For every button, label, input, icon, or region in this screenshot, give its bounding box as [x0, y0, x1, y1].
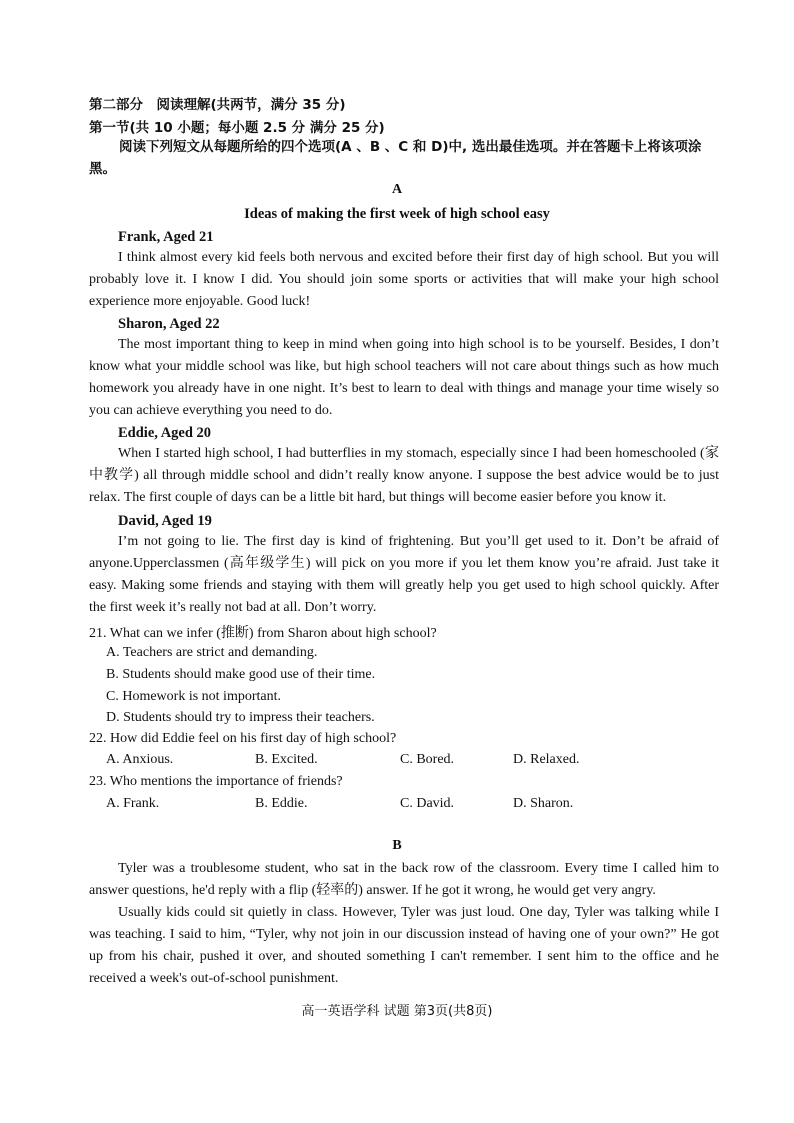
speaker-text-sharon: The most important thing to keep in mind when going into high school is to be yourself. Besides, I don’t know what your middle school was like, but high school teachers will not care about things such as how much homework you already have in one night. It’s best to learn to deal with things and manage your time wisely so you can achieve everything you need to do.	[89, 337, 719, 418]
question-21-option-d: D. Students should try to impress their teachers.	[106, 710, 375, 725]
question-23-option-d: D. Sharon.	[513, 796, 574, 811]
speaker-name-sharon: Sharon, Aged 22	[118, 316, 220, 332]
speaker-text-frank: I think almost every kid feels both nervous and excited before their first day of high school. But you will probably love it. I know I did. You should join some sports or activities that will make your high school experience more enjoyable. Good luck!	[89, 250, 719, 309]
question-21-option-a: A. Teachers are strict and demanding.	[106, 645, 318, 660]
question-23-option-a: A. Frank.	[106, 796, 160, 811]
speaker-name-david: David, Aged 19	[118, 513, 212, 529]
question-22-option-d: D. Relaxed.	[513, 752, 580, 767]
passage-b-paragraph-2: Usually kids could sit quietly in class. However, Tyler was just loud. One day, Tyler was talking while I was teaching. I said to him, “Tyler, why not join in our discussion instead of having one of your own?” He got up from his chair, pushed it over, and shouted something I can't remember. I sent him to the office and he received a week's out-of-school punishment.	[89, 905, 719, 986]
passage-a-title: Ideas of making the first week of high school easy	[244, 206, 550, 222]
question-22: 22. How did Eddie feel on his first day of high school?	[89, 731, 397, 746]
passage-b-paragraph-1: Tyler was a troublesome student, who sat in the back row of the classroom. Every time I called him to answer questions, he'd reply with a flip (轻率的) answer. If he got it wrong, he would get very angry.	[89, 861, 719, 898]
question-22-option-a: A. Anxious.	[106, 752, 174, 767]
question-22-option-b: B. Excited.	[255, 752, 318, 767]
passage-a-letter: A	[391, 182, 403, 197]
question-23-option-c: C. David.	[400, 796, 455, 811]
speaker-name-eddie: Eddie, Aged 20	[118, 425, 212, 441]
page-footer: 高一英语学科 试题 第3页(共8页)	[301, 1004, 493, 1019]
question-22-option-c: C. Bored.	[400, 752, 455, 767]
speaker-text-david: I’m not going to lie. The first day is kind of frightening. But you’ll get used to it. Don’t be afraid of anyone.Upperclassmen (高年级学生) will pick on you more if you let them know you’re afraid. Just take it easy. Making some friends and staying with them will greatly help you get used to high school quickly. After the first week it’s really not bad at all. Don’t worry.	[89, 534, 719, 615]
passage-b-letter: B	[392, 838, 402, 853]
section-heading: 第一节(共 10 小题；每小题 2.5 分 满分 25 分)	[89, 120, 385, 136]
speaker-text-eddie: When I started high school, I had butterflies in my stomach, especially since I had been homeschooled (家中教学) all through middle school and didn’t really know anyone. I suppose the best advice would be to just relax. The first couple of days can be a little bit hard, but things will become easier before you know it.	[89, 446, 719, 505]
question-21: 21. What can we infer (推断) from Sharon about high school?	[89, 626, 437, 641]
question-23-option-b: B. Eddie.	[255, 796, 308, 811]
question-23: 23. Who mentions the importance of friends?	[89, 774, 343, 789]
question-21-option-b: B. Students should make good use of their time.	[106, 667, 376, 682]
speaker-name-frank: Frank, Aged 21	[118, 229, 214, 245]
question-21-option-c: C. Homework is not important.	[106, 689, 281, 704]
instructions: 阅读下列短文从每题所给的四个选项(A 、B 、C 和 D)中, 选出最佳选项。并在答题卡上将该项涂黑。	[89, 139, 702, 177]
part-heading: 第二部分 阅读理解(共两节，满分 35 分)	[89, 97, 346, 113]
